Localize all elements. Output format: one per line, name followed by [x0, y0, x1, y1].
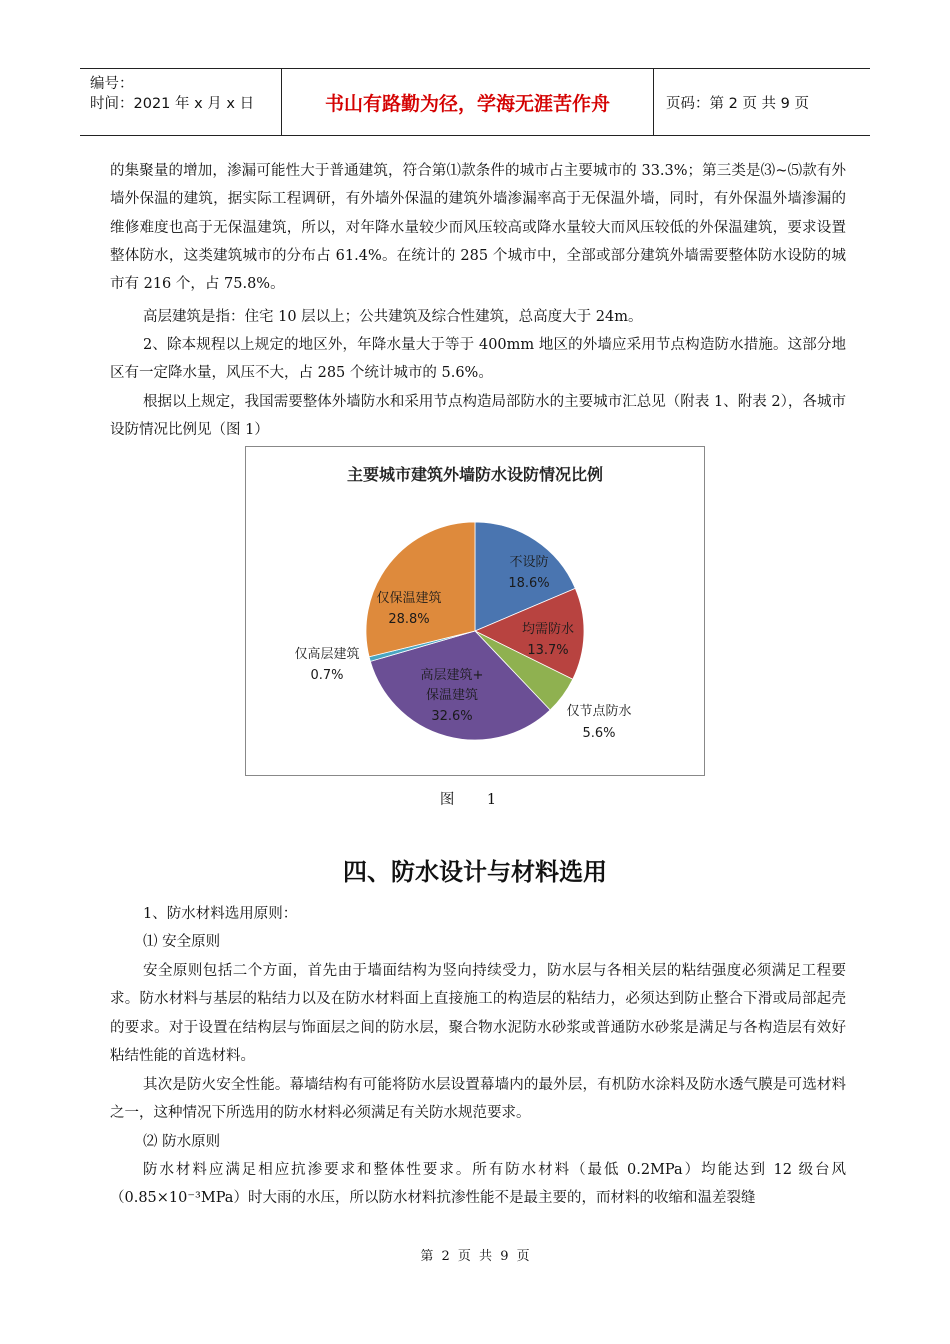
paragraph-3: 2、除本规程以上规定的地区外，年降水量大于等于 400mm 地区的外墙应采用节点构造防水措施。这部分地区有一定降水量，风压不大，占 285 个统计城市的 5.6%。 [110, 337, 846, 382]
doc-number-label: 编号： [90, 76, 134, 92]
pie-slice-value-label: 0.7% [310, 668, 344, 683]
doc-time-label: 时间：2021 年 x 月 x 日 [90, 96, 255, 112]
paragraph-7: 安全原则包括二个方面，首先由于墙面结构为竖向持续受力，防水层与各相关层的粘结强度必须满足工程要求。防水材料与基层的粘结力以及在防水材料面上直接施工的构造层的粘结力，必须达到防止整合下滑或局部起壳的要求。对于设置在结构层与饰面层之间的防水层，聚合物水泥防水砂浆或普通防水砂浆是满足与各构造层有效好粘结性能的首选材料。 [110, 963, 846, 1064]
chart-title: 主要城市建筑外墙防水设防情况比例 [346, 465, 604, 484]
pie-slice-value-label: 28.8% [388, 612, 430, 627]
pie-slice-value-label: 18.6% [508, 576, 550, 591]
paragraph-5: 1、防水材料选用原则： [143, 906, 298, 922]
page-footer: 第 2 页 共 9 页 [420, 1249, 530, 1264]
paragraph-10: 防水材料应满足相应抗渗要求和整体性要求。所有防水材料（最低 0.2MPa）均能达到 12 级台风（0.85×10⁻³MPa）时大雨的水压，所以防水材料抗渗性能不是最主要的，而材料的收缩和温差裂缝 [110, 1162, 846, 1207]
pie-slice-value-label: 32.6% [431, 709, 473, 724]
pie-chart [245, 446, 705, 776]
header-motto: 书山有路勤为径，学海无涯苦作舟 [282, 69, 654, 135]
pie-slice-name-label: 仅保温建筑 [376, 591, 442, 606]
pie-slice-value-label: 5.6% [582, 726, 616, 741]
paragraph-2: 高层建筑是指：住宅 10 层以上；公共建筑及综合性建筑，总高度大于 24m。 [143, 309, 643, 325]
pie-slice-name-label: 仅高层建筑 [294, 647, 360, 662]
paragraph-4: 根据以上规定，我国需要整体外墙防水和采用节点构造局部防水的主要城市汇总见（附表 1、附表 2），各城市设防情况比例见（图 1） [110, 394, 846, 439]
pie-slice-name-label: 不设防 [509, 555, 549, 570]
pie-slice-name-label: 均需防水 [521, 622, 575, 637]
pie-chart-svg [246, 447, 704, 775]
pie-slice-value-label: 13.7% [527, 643, 569, 658]
paragraph-6: ⑴ 安全原则 [143, 934, 221, 950]
page-header [80, 68, 870, 136]
pie-slice-name-label: 仅节点防水 [566, 704, 632, 719]
header-page-code: 页码：第 2 页 共 9 页 [666, 95, 809, 112]
paragraph-8: 其次是防火安全性能。幕墙结构有可能将防水层设置幕墙内的最外层，有机防水涂料及防水透气膜是可选材料之一，这种情况下所选用的防水材料必须满足有关防水规范要求。 [110, 1077, 846, 1122]
pie-slice-name-label: 高层建筑+ [420, 668, 484, 683]
paragraph-9: ⑵ 防水原则 [143, 1134, 221, 1150]
figure-caption: 图 1 [439, 792, 511, 808]
paragraph-1: 的集聚量的增加，渗漏可能性大于普通建筑，符合第⑴款条件的城市占主要城市的 33.3%；第三类是⑶~⑸款有外墙外保温的建筑，据实际工程调研，有外墙外保温的建筑外墙渗漏率高于无保温外墙，同时，有外保温外墙渗漏的维修难度也高于无保温建筑，所以，对年降水量较少而风压较高或降水量较大而风压较低的外保温建筑，要求设置整体防水，这类建筑城市的分布占 61.4%。在统计的 285 个城市中，全部或部分建筑外墙需要整体防水设防的城市有 216 个，占 75.8%。 [110, 163, 846, 293]
header-meta [80, 69, 282, 135]
pie-slice-name-label: 保温建筑 [425, 688, 479, 703]
section-title: 四、防水设计与材料选用 [343, 858, 607, 886]
